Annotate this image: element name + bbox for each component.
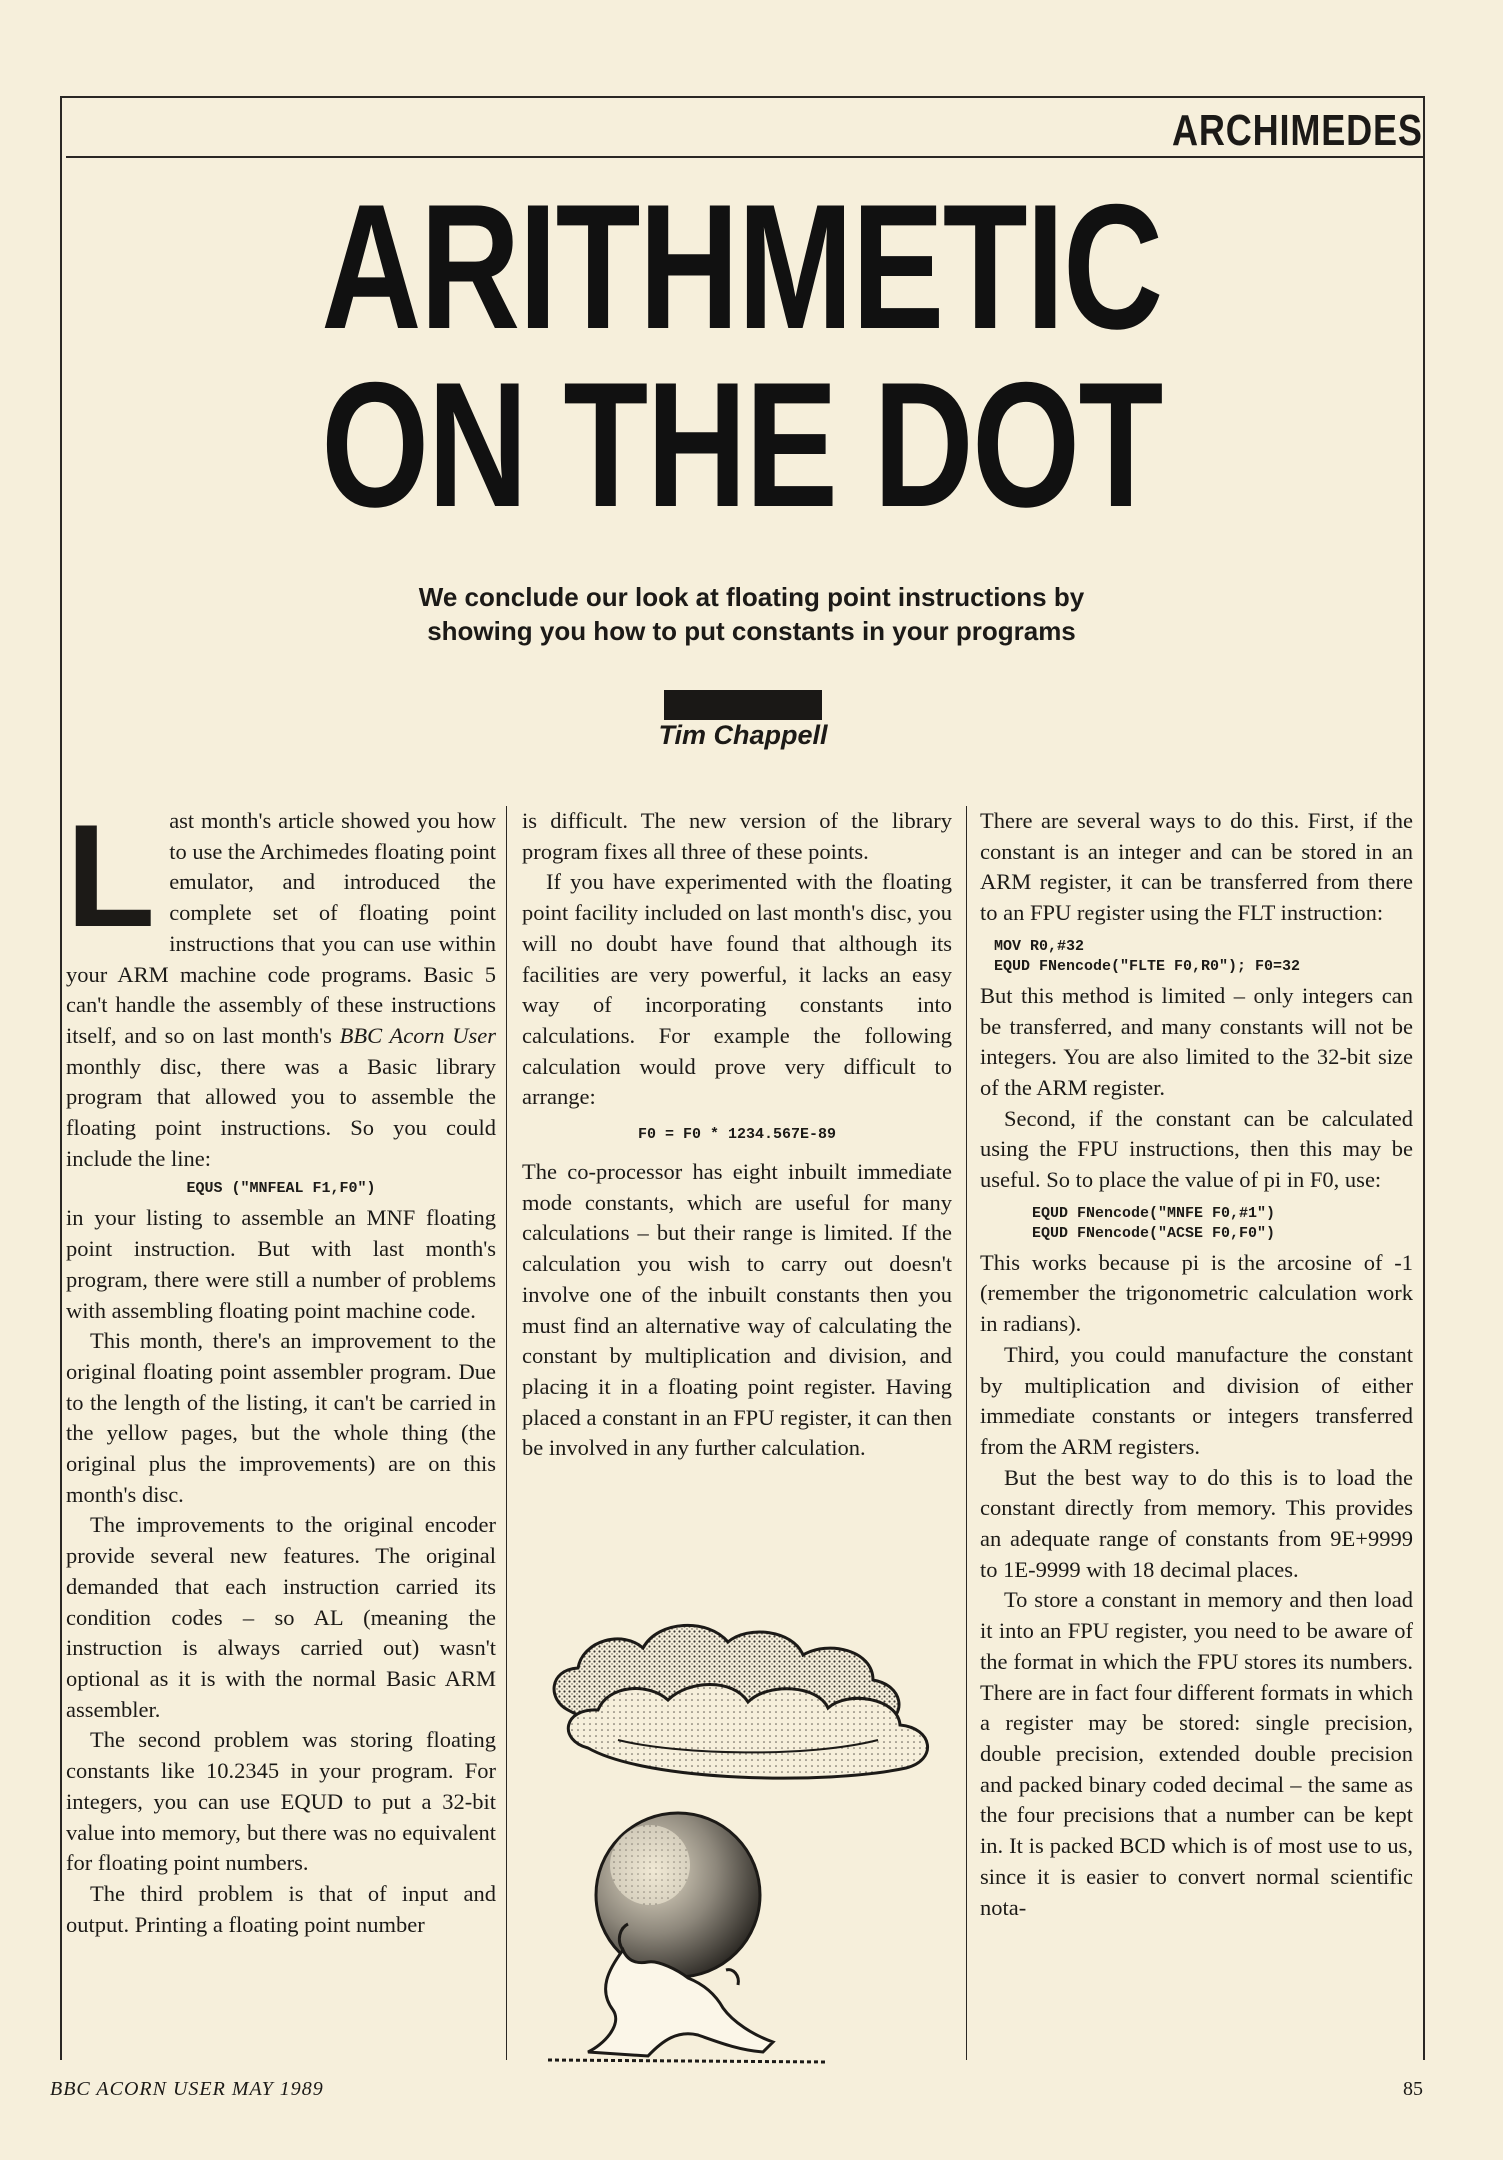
standfirst-line-1: We conclude our look at floating point instructions by [418, 582, 1085, 612]
headline-line-2: ON THE DOT [321, 345, 1162, 544]
code-line: EQUS ("MNFEAL F1,F0") [186, 1180, 376, 1198]
cloud-and-figure-illustration [528, 1590, 948, 2070]
column-rule-2 [966, 806, 967, 2060]
paragraph: But the best way to do this is to load the constant directly from memory. This provides an adequate range of constants from 9E+9999 to 1E-9999 with 18 decimal places. [980, 1464, 1413, 1582]
byline: Tim Chappell [658, 720, 828, 750]
footer-publication: BBC ACORN USER MAY 1989 [50, 2078, 324, 2100]
section-tag: ARCHIMEDES [1172, 106, 1423, 155]
column-rule-1 [506, 806, 507, 2060]
code-line: EQUD FNencode("ACSE F0,F0") [1032, 1224, 1276, 1242]
standfirst-line-2: showing you how to put constants in your programs [427, 616, 1076, 646]
paragraph: The co-processor has eight inbuilt immediate mode constants, which are useful for many calculations – but their range is limited. If the calculation you wish to carry out doesn't involve one of the inbuilt constants then you must find an alternative way of calculating the constant by multiplication and division, and placing it in a floating point register. Having placed a constant in an FPU register, it can then be involved in any further calculation. [522, 1159, 952, 1461]
page-number: 85 [1403, 2078, 1423, 2100]
code-line: EQUD FNencode("FLTE F0,R0"); F0=32 [994, 957, 1301, 975]
paragraph: The third problem is that of input and output. Printing a floating point number [66, 1880, 496, 1937]
paragraph: This month, there's an improvement to the original floating point assembler program. Due to the length of the listing, it can't be carried in the yellow pages, but the whole thing (the original plus the improvements) are on this month's disc. [66, 1328, 496, 1507]
paragraph: Third, you could manufacture the constant by multiplication and division of either immediate constants or integers transferred from the ARM registers. [980, 1341, 1413, 1459]
paragraph: If you have experimented with the floating point facility included on last month's disc, you will no doubt have found that although its facilities are very powerful, it lacks an easy way of incorporating constants into calculations. For example the following calculation would prove very difficult to arrange: [522, 869, 952, 1110]
paragraph: is difficult. The new version of the library program fixes all three of these points. [522, 808, 952, 864]
headline [60, 167, 1423, 544]
code-line: EQUD FNencode("MNFE F0,#1") [1032, 1204, 1276, 1222]
right-frame-line [1423, 96, 1425, 2060]
paragraph: in your listing to assemble an MNF floating point instruction. But with last month's program, there were still a number of problems with assembling floating point machine code. [66, 1205, 496, 1323]
paragraph: The second problem was storing floating constants like 10.2345 in your program. For integers, you can use EQUD to put a 32-bit value into memory, but there was no equivalent for floating point numbers. [66, 1727, 496, 1876]
article-column-3 [980, 806, 1413, 1923]
magazine-title: BBC Acorn User [339, 1022, 496, 1048]
paragraph: This works because pi is the arcosine of -1 (remember the trigonometric calculation work in radians). [980, 1249, 1413, 1337]
standfirst [300, 580, 1203, 648]
paragraph-text: monthly disc, there was a Basic library program that allowed you to assemble the floating point instructions. So you could include the line: [66, 1053, 496, 1171]
paragraph: To store a constant in memory and then load it into an FPU register, you need to be aware of the format in which the FPU stores its numbers. There are in fact four different formats in which a register may be stored: single precision, double precision, extended double precision and packed binary coded decimal – the same as the four precisions that a number can be kept in. It is packed BCD which is of most use to us, since it is easier to convert normal scientific nota- [980, 1587, 1413, 1920]
byline-bar [664, 690, 822, 720]
top-rule [60, 96, 1423, 98]
header-rule [66, 156, 1423, 158]
paragraph: There are several ways to do this. First, if the constant is an integer and can be stored in an ARM register, it can be transferred from there to an FPU register using the FLT instruction: [980, 808, 1413, 926]
paragraph: The improvements to the original encoder provide several new features. The original demanded that each instruction carried its condition codes – so AL (meaning the instruction is always carried out) wasn't optional as it is with the normal Basic ARM assembler. [66, 1512, 496, 1722]
code-line: F0 = F0 * 1234.567E-89 [637, 1126, 837, 1144]
paragraph: But this method is limited – only integers can be transferred, and many constants will not be integers. You are also limited to the 32-bit size of the ARM register. [980, 982, 1413, 1100]
headline-line-1: ARITHMETIC [321, 167, 1162, 366]
paragraph: Second, if the constant can be calculated using the FPU instructions, then this may be useful. So to place the value of pi in F0, use: [980, 1105, 1413, 1193]
code-line: MOV R0,#32 [994, 937, 1085, 955]
paragraph-text: ast month's article showed you how to use the Archimedes floating point emulator, and introduced the complete set of floating point instructions that you can use within your ARM machine code programs. Basic 5 can't handle the assembly of these instructions itself, and so on last month's [66, 808, 496, 1048]
article-column-2 [522, 806, 952, 1464]
article-column-1 [66, 794, 496, 1940]
drop-cap: L [66, 794, 156, 957]
paragraph [66, 794, 496, 1174]
